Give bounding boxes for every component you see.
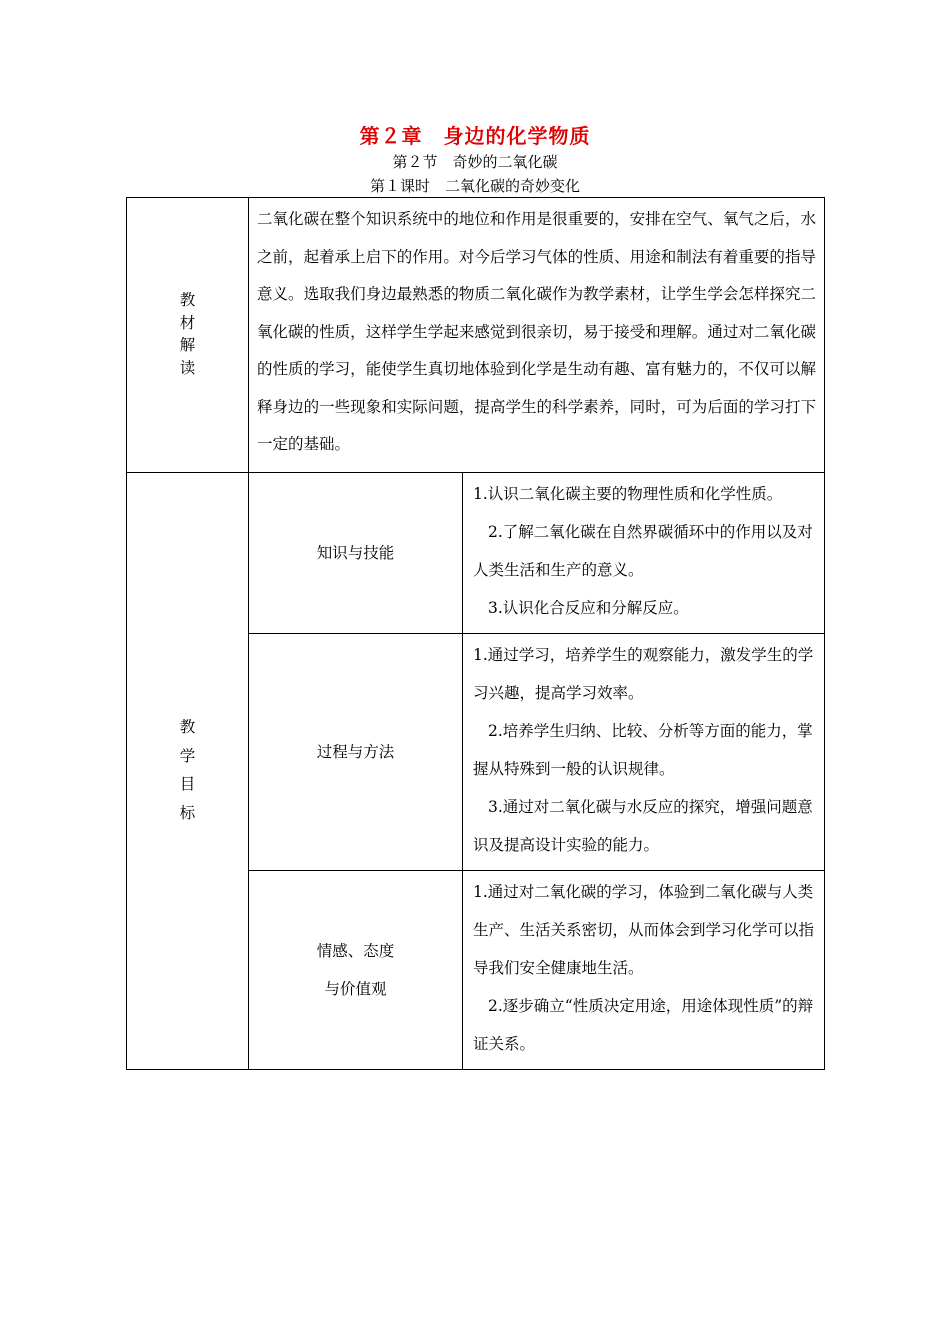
list-item: 2.了解二氧化碳在自然界碳循环中的作用以及对人类生活和生产的意义。 [473,522,813,579]
chapter-title: 第２章 身边的化学物质 [359,124,591,148]
label-line: 与价值观 [324,979,387,998]
label-char: 标 [179,803,196,822]
process-methods-list [463,633,825,870]
list-item: 2.培养学生归纳、比较、分析等方面的能力，掌握从特殊到一般的认识规律。 [473,721,813,778]
emotion-values-label [249,870,463,1069]
list-item: 3.通过对二氧化碳与水反应的探究，增强问题意识及提高设计实验的能力。 [473,797,813,854]
material-analysis-text: 二氧化碳在整个知识系统中的地位和作用是很重要的，安排在空气、氧气之后，水之前，起着承上启下的作用。对今后学习气体的性质、用途和制法有着重要的指导意义。选取我们身边最熟悉的物质二氧化碳作为教学素材，让学生学会怎样探究二氧化碳的性质，这样学生学起来感觉到很亲切，易于接受和理解。通过对二氧化碳的性质的学习，能使学生真切地体验到化学是生动有趣、富有魅力的，不仅可以解释身边的一些现象和实际问题，提高学生的科学素养，同时，可为后面的学习打下一定的基础。 [249,198,825,473]
knowledge-row [127,472,825,633]
list-item: 1.通过学习，培养学生的观察能力，激发学生的学习兴趣，提高学习效率。 [473,645,814,702]
label-char: 读 [179,358,196,377]
teaching-goals-label [127,472,249,1069]
list-item: 1.通过对二氧化碳的学习，体验到二氧化碳与人类生产、生活关系密切，从而体会到学习化学可以指导我们安全健康地生活。 [473,882,815,977]
label-char: 学 [179,746,196,765]
label-char: 教 [179,291,196,310]
label-char: 教 [179,718,196,736]
list-item: 1.认识二氧化碳主要的物理性质和化学性质。 [473,484,783,503]
material-analysis-label [127,198,249,473]
label-char: 解 [179,336,196,355]
process-methods-label: 过程与方法 [249,633,463,870]
list-item: 3.认识化合反应和分解反应。 [488,598,689,617]
label-char: 目 [179,775,196,793]
knowledge-skills-list [463,472,825,633]
material-row [127,198,825,473]
label-char: 材 [179,313,196,332]
lesson-plan-table [126,197,825,1070]
section-title: 第２节 奇妙的二氧化碳 [392,153,558,171]
label-line: 情感、态度 [316,941,395,960]
lesson-title: 第１课时 二氧化碳的奇妙变化 [369,177,580,195]
list-item: 2.逐步确立“性质决定用途，用途体现性质”的辩证关系。 [473,996,814,1053]
emotion-values-list [463,870,825,1069]
knowledge-skills-label: 知识与技能 [249,472,463,633]
